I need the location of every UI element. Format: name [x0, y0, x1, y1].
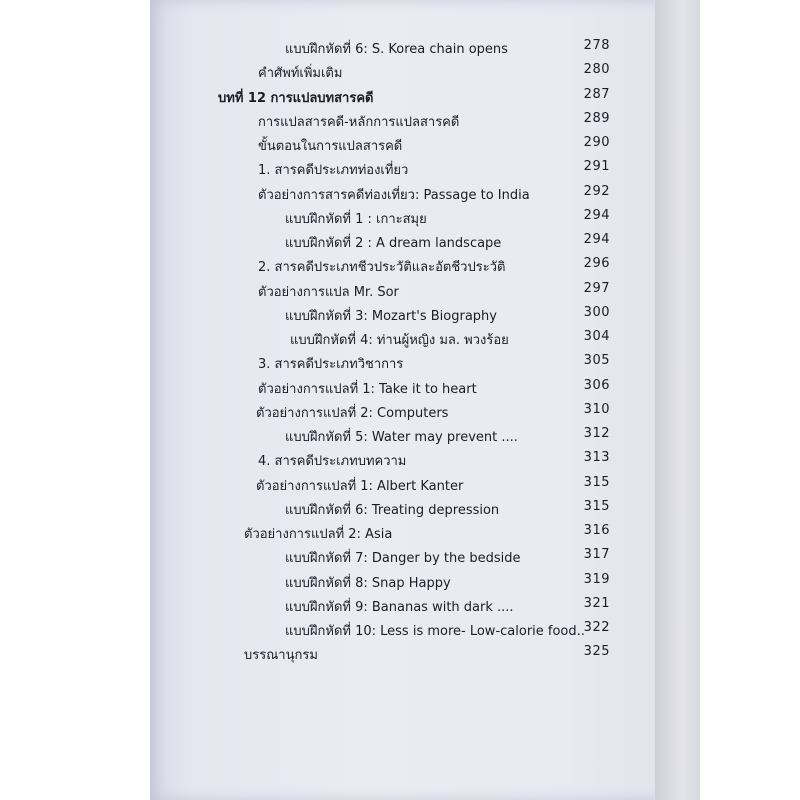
- toc-page-number: 315: [583, 474, 610, 490]
- toc-page-number: 322: [583, 620, 610, 635]
- toc-entry-row: [0, 159, 800, 183]
- toc-page-number: 292: [583, 183, 610, 199]
- toc-entry-row: [0, 208, 800, 232]
- toc-entry-row: [0, 426, 800, 450]
- toc-entry-label: คำศัพท์เพิ่มเติม: [258, 66, 343, 82]
- toc-entry-row: [0, 184, 800, 208]
- toc-entry-row: [0, 450, 800, 474]
- toc-entry-label: แบบฝึกหัดที่ 6: Treating depression: [285, 502, 500, 518]
- toc-page-number: 312: [583, 426, 610, 441]
- toc-entry-row: [0, 62, 800, 86]
- toc-page-number: 291: [583, 159, 610, 175]
- toc-entry-label: ตัวอย่างการแปลที่ 2: Computers: [256, 405, 449, 421]
- toc-entry-row: [0, 523, 800, 547]
- toc-entry-row: [0, 644, 800, 668]
- toc-page-number: 289: [583, 110, 610, 126]
- toc-page-number: 315: [583, 498, 610, 514]
- toc-page-number: 280: [583, 62, 610, 78]
- toc-entry-label: ตัวอย่างการแปลที่ 1: Take it to heart: [258, 381, 477, 397]
- toc-entry-row: [0, 572, 800, 596]
- toc-entry-label: แบบฝึกหัดที่ 10: Less is more- Low-calorie food..: [285, 624, 585, 639]
- toc-page-number: 313: [583, 450, 610, 466]
- toc-page-number: 306: [583, 377, 610, 393]
- toc-entry-row: [0, 353, 800, 377]
- toc-entry-label: แบบฝึกหัดที่ 8: Snap Happy: [285, 575, 451, 591]
- toc-entry-label: บรรณานุกรม: [244, 648, 318, 664]
- toc-entry-label: แบบฝึกหัดที่ 1 : เกาะสมุย: [285, 211, 427, 227]
- toc-page-number: 294: [583, 232, 610, 247]
- toc-entry-label: ขั้นตอนในการแปลสารคดี: [258, 139, 403, 154]
- toc-entry-label: 1. สารคดีประเภทท่องเที่ยว: [258, 163, 409, 179]
- toc-entry-label: 4. สารคดีประเภทบทความ: [258, 454, 407, 470]
- toc-page-number: 294: [583, 207, 610, 223]
- toc-entry-label: แบบฝึกหัดที่ 6: S. Korea chain opens: [285, 42, 508, 57]
- toc-entry-row: [0, 475, 800, 499]
- toc-entry-label: ตัวอย่างการแปลที่ 1: Albert Kanter: [256, 478, 464, 494]
- toc-entry-row: [0, 329, 800, 353]
- toc-page-number: 316: [583, 523, 610, 538]
- toc-entry-label: แบบฝึกหัดที่ 4: ท่านผู้หญิง มล. พวงร้อย: [290, 333, 509, 348]
- toc-entry-row: [0, 305, 800, 329]
- toc-entry-label: ตัวอย่างการแปลที่ 2: Asia: [244, 527, 393, 542]
- toc-entry-label: แบบฝึกหัดที่ 2 : A dream landscape: [285, 236, 502, 251]
- toc-entry-label: แบบฝึกหัดที่ 9: Bananas with dark ....: [285, 599, 514, 615]
- toc-entry-label: แบบฝึกหัดที่ 5: Water may prevent ....: [285, 430, 518, 445]
- toc-page-number: 304: [583, 329, 610, 344]
- toc-entry-row: [0, 281, 800, 305]
- toc-page-number: 296: [583, 256, 610, 272]
- toc-entry-label: แบบฝึกหัดที่ 7: Danger by the bedside: [285, 551, 521, 567]
- toc-page-number: 290: [583, 135, 610, 150]
- toc-entry-row: [0, 499, 800, 523]
- toc-entry-label: การแปลสารคดี-หลักการแปลสารคดี: [258, 114, 460, 130]
- toc-page-number: 305: [583, 353, 610, 369]
- toc-entry-row: [0, 378, 800, 402]
- toc-entry-row: [0, 232, 800, 256]
- toc-page-number: 300: [583, 304, 610, 320]
- toc-entry-row: [0, 547, 800, 571]
- toc-entry-row: [0, 38, 800, 62]
- toc-entry-row: [0, 256, 800, 280]
- toc-page-number: 325: [583, 644, 610, 660]
- toc-entry-label: 3. สารคดีประเภทวิชาการ: [258, 357, 404, 373]
- toc-page-number: 310: [583, 401, 610, 417]
- toc-page-number: 317: [583, 547, 610, 563]
- toc-entry-label: 2. สารคดีประเภทชีวประวัติและอัตชีวประวัติ: [258, 260, 506, 276]
- toc-entry-label: แบบฝึกหัดที่ 3: Mozart's Biography: [285, 308, 497, 324]
- toc-page-number: 287: [583, 86, 610, 102]
- toc-page-number: 297: [583, 280, 610, 296]
- toc-page-number: 319: [583, 571, 610, 587]
- toc-entry-row: [0, 135, 800, 159]
- toc-page-number: 321: [583, 595, 610, 611]
- toc-entry-row: [0, 596, 800, 620]
- toc-entry-row: [0, 620, 800, 644]
- toc-entry-row: [0, 111, 800, 135]
- toc-entry-label: ตัวอย่างการสารคดีท่องเที่ยว: Passage to India: [258, 187, 530, 203]
- toc-chapter-row: [0, 87, 800, 111]
- toc-entry-label: ตัวอย่างการแปล Mr. Sor: [258, 284, 399, 300]
- toc-entry-row: [0, 402, 800, 426]
- toc-entry-label: บทที่ 12 การแปลบทสารคดี: [218, 90, 374, 106]
- toc-page-number: 278: [583, 38, 610, 53]
